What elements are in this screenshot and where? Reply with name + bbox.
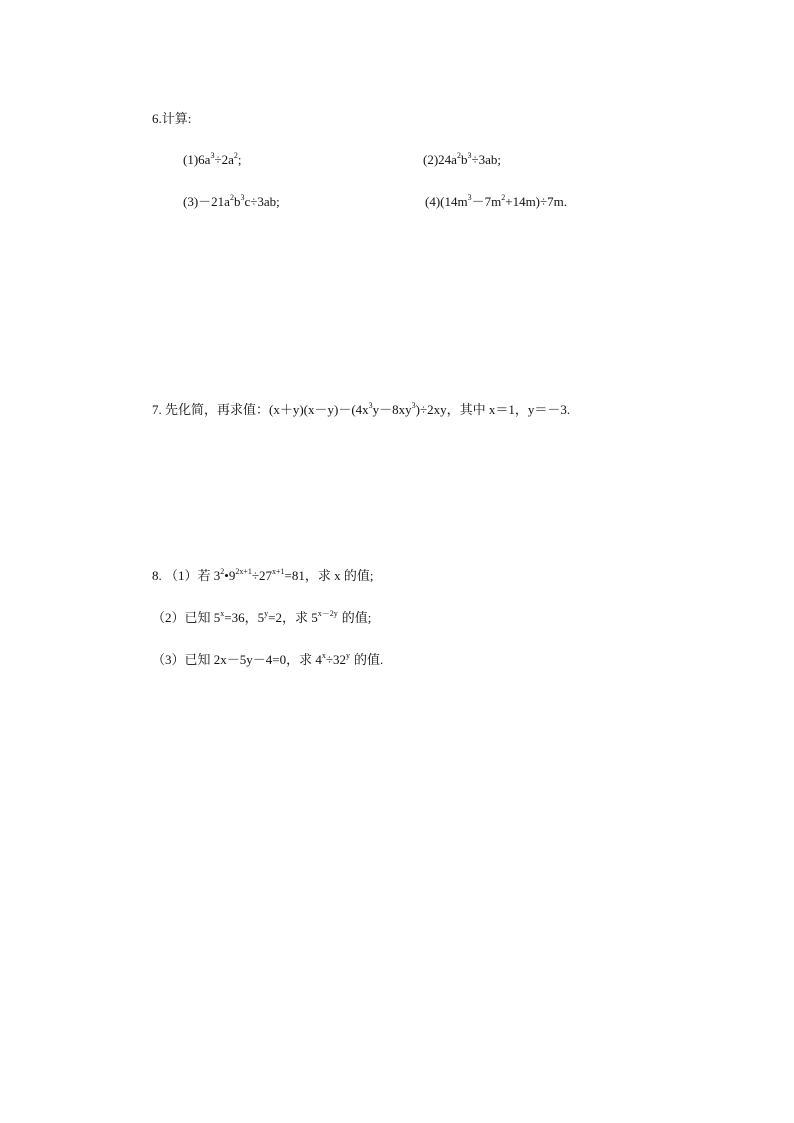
question-6-part-2 (423, 151, 501, 169)
expr-text: 8. （1）若 3 (152, 568, 221, 583)
expr-text: －7m (471, 194, 502, 209)
question-7 (152, 401, 570, 419)
expr-text: 的值; (341, 610, 372, 625)
expr-text: b (233, 194, 241, 209)
exponent: 2 (233, 151, 238, 160)
exponent: y (264, 609, 269, 618)
question-6-part-1 (183, 151, 241, 169)
exponent: x+1 (271, 567, 285, 576)
expr-text: c÷3ab; (244, 194, 280, 209)
expr-text: (3)－21a (183, 194, 230, 209)
exponent: 2 (229, 193, 234, 202)
exponent: x－2y (317, 609, 338, 618)
expr-text: •9 (224, 568, 236, 583)
question-8-part-2 (152, 609, 371, 627)
expr-text: (1)6a (183, 152, 211, 167)
expr-text: )÷2xy，其中 x＝1，y＝－3. (415, 402, 571, 417)
exponent: x (321, 651, 326, 660)
expr-text: ÷32 (325, 652, 346, 667)
expr-text: （3）已知 2x－5y－4=0，求 4 (152, 652, 322, 667)
expr-text: 7. 先化简，再求值：(x＋y)(x－y)－(4x (152, 402, 369, 417)
exponent: 3 (411, 401, 416, 410)
expr-text: 的值. (353, 652, 384, 667)
expr-text: （2）已知 5 (152, 610, 221, 625)
exponent: 3 (467, 151, 472, 160)
exponent: 2 (456, 151, 461, 160)
exponent: y (345, 651, 350, 660)
question-8-part-1 (152, 567, 373, 585)
question-6-title: 6.计算: (152, 111, 192, 126)
expr-text: ÷27 (251, 568, 272, 583)
exponent: 3 (240, 193, 245, 202)
expr-text: y－8xy (372, 402, 412, 417)
expr-text: +14m)÷7m. (505, 194, 568, 209)
exponent: 3 (368, 401, 373, 410)
exponent: x (220, 609, 225, 618)
question-6-part-3 (183, 193, 280, 211)
expr-text: =81，求 x 的值; (284, 568, 374, 583)
exponent: 3 (467, 193, 472, 202)
expr-text: ÷2a (214, 152, 234, 167)
expr-text: (4)(14m (425, 194, 468, 209)
question-6-part-4 (425, 193, 567, 211)
question-8-part-3 (152, 651, 383, 669)
expr-text: ; (237, 152, 242, 167)
exponent: 3 (210, 151, 215, 160)
expr-text: =36，5 (224, 610, 265, 625)
exponent: 2 (501, 193, 506, 202)
expr-text: b (460, 152, 468, 167)
exponent: 2x+1 (235, 567, 252, 576)
expr-text: ÷3ab; (471, 152, 501, 167)
expr-text: (2)24a (423, 152, 457, 167)
expr-text: =2，求 5 (268, 610, 318, 625)
exponent: 2 (220, 567, 225, 576)
